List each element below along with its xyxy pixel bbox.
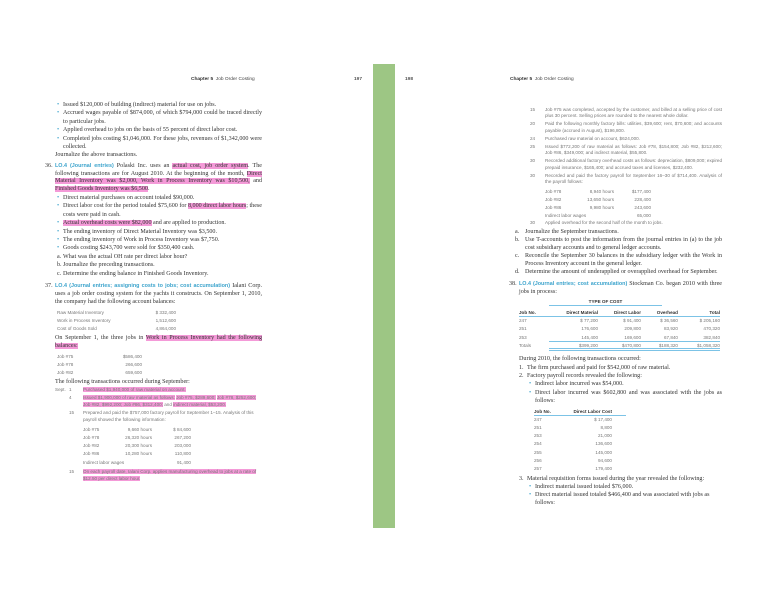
list-item: 3. Material requisition forms issued during the year revealed the following: [519,475,705,482]
table-row: 257 179,400 [534,465,612,471]
list-item: 2. Factory payroll records revealed the following: [519,373,642,380]
highlight: actual cost, job order system [172,162,249,169]
page-number-198: 198 [405,77,414,82]
payroll-table-2 [545,187,651,219]
highlight: Actual overhead costs were $82,000 [63,220,152,227]
bullet-item: • Actual overhead costs were $82,000 and are applied to production. [57,220,226,227]
table-row: 254 136,600 [534,441,612,447]
bullet-item: • Direct labor incurred was $602,800 and was associated with the jobs as follows: [529,389,722,404]
table-row: Cost of Goods Sold 4,864,000 [57,326,176,332]
right-entries [530,107,722,185]
bullet-item: • Accrued wages payable of $874,000, of which $794,000 could be traced directly to particular jobs. [57,110,262,125]
highlight: On each payroll date, Ialani Corp. applies manufacturing overhead to jobs at a rate of $12.50 per direct labor hour. [83,469,257,482]
right-page-body [509,107,722,507]
transaction: 30 Recorded and paid the factory payroll for September 16–30 of $714,400. Analysis of the payroll follows: [530,172,722,185]
table-row: Job #78 266,600 [57,361,142,367]
bullet-item: • Direct material issued totaled $466,400 and was associated with jobs as follows: [529,491,710,507]
account-balances-table [57,308,176,333]
bullet-item: • Completed jobs costing $1,046,000. For these jobs, revenues of $1,342,000 were collected. [57,135,262,151]
question-c: c. Determine the ending balance in Finished Goods Inventory. [57,270,209,277]
table-row: Job #78 26,320 hours 267,200 [83,435,191,441]
transactions-intro: The following transactions occurred during September: [55,378,190,385]
totals-row: Totals $399,200 $470,800 $188,320 $1,058,320 [519,342,720,349]
jobs-in-process-table [519,308,720,351]
list-item: 1. The firm purchased and paid for $542,000 of raw material. [519,364,671,371]
problem-38: 38. LO.4 (Journal entries; cost accumulation) Stockman Co. began 2010 with three jobs in process: [509,281,722,296]
transaction: 30 Recorded additional factory overhead costs as follows: depreciation, $809,000; expired prepaid insurance, $165,400; and accrued taxes and licenses, $232,400. [530,158,722,170]
table-row: 253 145,400 169,600 67,840 382,840 [519,334,720,340]
table-row: 253 21,000 [534,433,612,439]
transaction: 15 On each payroll date, Ialani Corp. applies manufacturing overhead to jobs at a rate of $12.50 per direct labor hour. [69,469,257,482]
highlight: Finished Goods Inventory was $6,500 [55,186,148,193]
highlight: Job #75, $289,600; [176,395,216,401]
table-row: Job #86 10,280 hours 110,800 [83,451,191,457]
problem-37: 37. LO.4 (Journal entries; assigning costs to jobs; cost accumulation) Ialani Corp. uses a job order costing system for the yachts it constructs. On September 1, 2010, the company had the following account balances: [45,283,262,306]
learning-objective: LO.4 (Journal entries; assigning costs to jobs; cost accumulation) [55,283,230,290]
table-row: Work in Process Inventory 1,512,600 [57,318,176,324]
highlight: indirect material, $53,200. [173,402,227,408]
question-c: c. Reconcile the September 30 balances in the subsidiary ledger with the Work in Process Inventory account in the general ledger. [515,253,722,268]
table-row: Job #75 $586,400 [57,353,142,359]
wip-intro: On September 1, the three jobs in Work in Process Inventory had the following balances: [55,334,263,349]
bullet-item: • Goods costing $243,700 were sold for $350,400 cash. [57,245,195,252]
wip-jobs-table [57,352,142,377]
book-spine [373,64,395,528]
table-row: 255 145,000 [534,449,612,455]
highlight: Work in Process Inventory had the following balances: [55,334,263,349]
transaction: 4 Issued $1,900,000 of raw material as follows: Job #75, $289,600; Job #78, $252,600; Job #82, $992,200; Job #86, $312,400; and indirect material, $53,200. [69,395,257,408]
transaction: 25 Issued $772,200 of raw material as follows: Job #78, $154,800; Job #82, $212,600; Job #86, $349,000; and indirect material, $55,800. [530,143,722,156]
table-row: Raw Material Inventory $ 332,400 [57,309,176,315]
highlight: 8,000 direct labor hours [187,203,247,210]
left-running-header: Chapter 5 Job Order Costing [191,77,255,82]
table-row: 247 $ 77,200 $ 91,400 $ 36,560 $ 205,160 [519,318,720,324]
bullet-item: • Issued $120,000 of building (indirect) material for use on jobs. [57,102,217,108]
bullet-item: • Direct material purchases on account totaled $90,000. [57,195,195,202]
right-running-header: Chapter 5 Job Order Costing [510,77,574,82]
material-requisitions [519,475,722,508]
transaction: 15 Prepared and paid the $757,000 factory payroll for September 1–15. Analysis of this payroll showed the following information: [69,410,254,423]
question-d: d. Determine the amount of underapplied or overapplied overhead for September. [515,269,718,276]
table-row: Job #75 9,660 hours $ 84,600 [83,426,191,432]
question-a: a. What was the actual OH rate per direct labor hour? [57,253,188,260]
bullet-item: • The ending inventory of Direct Material Inventory was $3,500. [57,228,217,235]
highlight: Purchased $1,940,000 of raw material on account. [83,387,186,393]
instruction: Journalize the above transactions. [55,152,138,159]
problem-number: 37. [45,283,53,290]
problem-36-bullets [55,194,262,278]
september-transactions [55,386,262,423]
table-row: 256 94,600 [534,457,612,463]
bullet-item: • Indirect labor incurred was $54,000. [529,381,624,388]
transaction: 15 Job #75 was completed, accepted by the customer, and billed at a selling price of cost plus 30 percent. Selling prices are rounded to the nearest whole dollar. [530,107,722,119]
highlight: Direct Material Inventory was $2,000, Work in Process Inventory was $10,500, [55,170,262,185]
page-number-197: 197 [354,77,363,82]
transaction: 24 Purchased raw material on account, $624,000. [530,135,640,141]
learning-objective: LO.4 (Journal entries; cost accumulation) [519,281,628,288]
question-b: b. Journalize the preceding transactions. [57,262,155,269]
table-header-row: Job No. Direct Labor Cost [534,407,626,415]
during-2010: During 2010, the following transactions occurred: 1. The firm purchased and paid for $542,000 of raw material. 2. Factory payroll records revealed the following: • Indirect labor incurred was $54,000. • Direct labor incurred was $602,800 and was associated with the jobs as follows: [519,356,722,404]
table-header-row: Job No. Direct Material Direct Labor Overhead Total [519,309,720,315]
problem-36: 36. LO.4 (Journal entries) Polaski Inc. uses an actual cost, job order system. The following transactions are for August 2010. At the beginning of the month, Direct Material Inventory was $2,000, Work in Process Inventory was $10,500, and Finished Goods Inventory was $6,500. [45,162,262,193]
table-row: Indirect labor wages 91,400 [83,459,191,465]
question-b: b. Use T-accounts to post the information from the journal entries in (a) to the job cost subsidiary accounts and to general ledger accounts. [515,236,722,252]
bullet-item: • Direct labor cost for the period totaled $75,600 for 8,000 direct labor hours; these costs were paid in cash. [57,203,262,218]
bullet-item: • Applied overhead to jobs on the basis of 55 percent of direct labor cost. [57,127,238,134]
table-row: Job #82 659,600 [57,370,142,376]
problem-number: 36. [45,162,53,169]
table-row: Job #82 20,300 hours 203,000 [83,443,191,449]
type-of-cost-caption: TYPE OF COST [549,299,662,306]
direct-labor-table [534,407,626,472]
table-row: 251 8,800 [534,425,612,431]
table-row: Indirect labor wages 65,000 [545,212,651,218]
left-page-body [45,101,263,482]
transaction: Sept. 1 Purchased $1,940,000 of raw material on account. [55,387,186,393]
highlight: Job #78, $252,600; Job #82, $992,200; Job #86, $312,400; [83,395,257,408]
bullet-item: • Indirect material issued totaled $76,000. [529,483,634,490]
question-a: a. Journalize the September transactions. [515,228,619,235]
bullet-item: • The ending inventory of Work in Process Inventory was $7,750. [57,237,220,244]
table-row: Job #86 9,980 hours 243,600 [545,204,651,210]
transaction: 30 Applied overhead for the second half of the month to jobs. [530,220,663,226]
table-row: 251 176,600 209,800 83,920 470,320 [519,326,720,332]
table-row: 247 $ 17,400 [534,417,612,423]
table-row: Job #82 13,650 hours 228,400 [545,196,651,202]
problem-number: 38. [509,281,517,288]
learning-objective: LO.4 (Journal entries) [55,162,114,169]
transaction: 20 Paid the following monthly factory bills: utilities, $39,600; rent, $70,600; and accounts payable (accrued in August), $196,800. [530,121,722,133]
payroll-table-1 [83,425,191,466]
highlight: Issued $1,900,000 of raw material as follows: [83,395,175,401]
problem-37-questions [515,228,722,277]
table-row: Job #78 8,940 hours $177,400 [545,188,651,194]
top-bullets [55,101,262,160]
